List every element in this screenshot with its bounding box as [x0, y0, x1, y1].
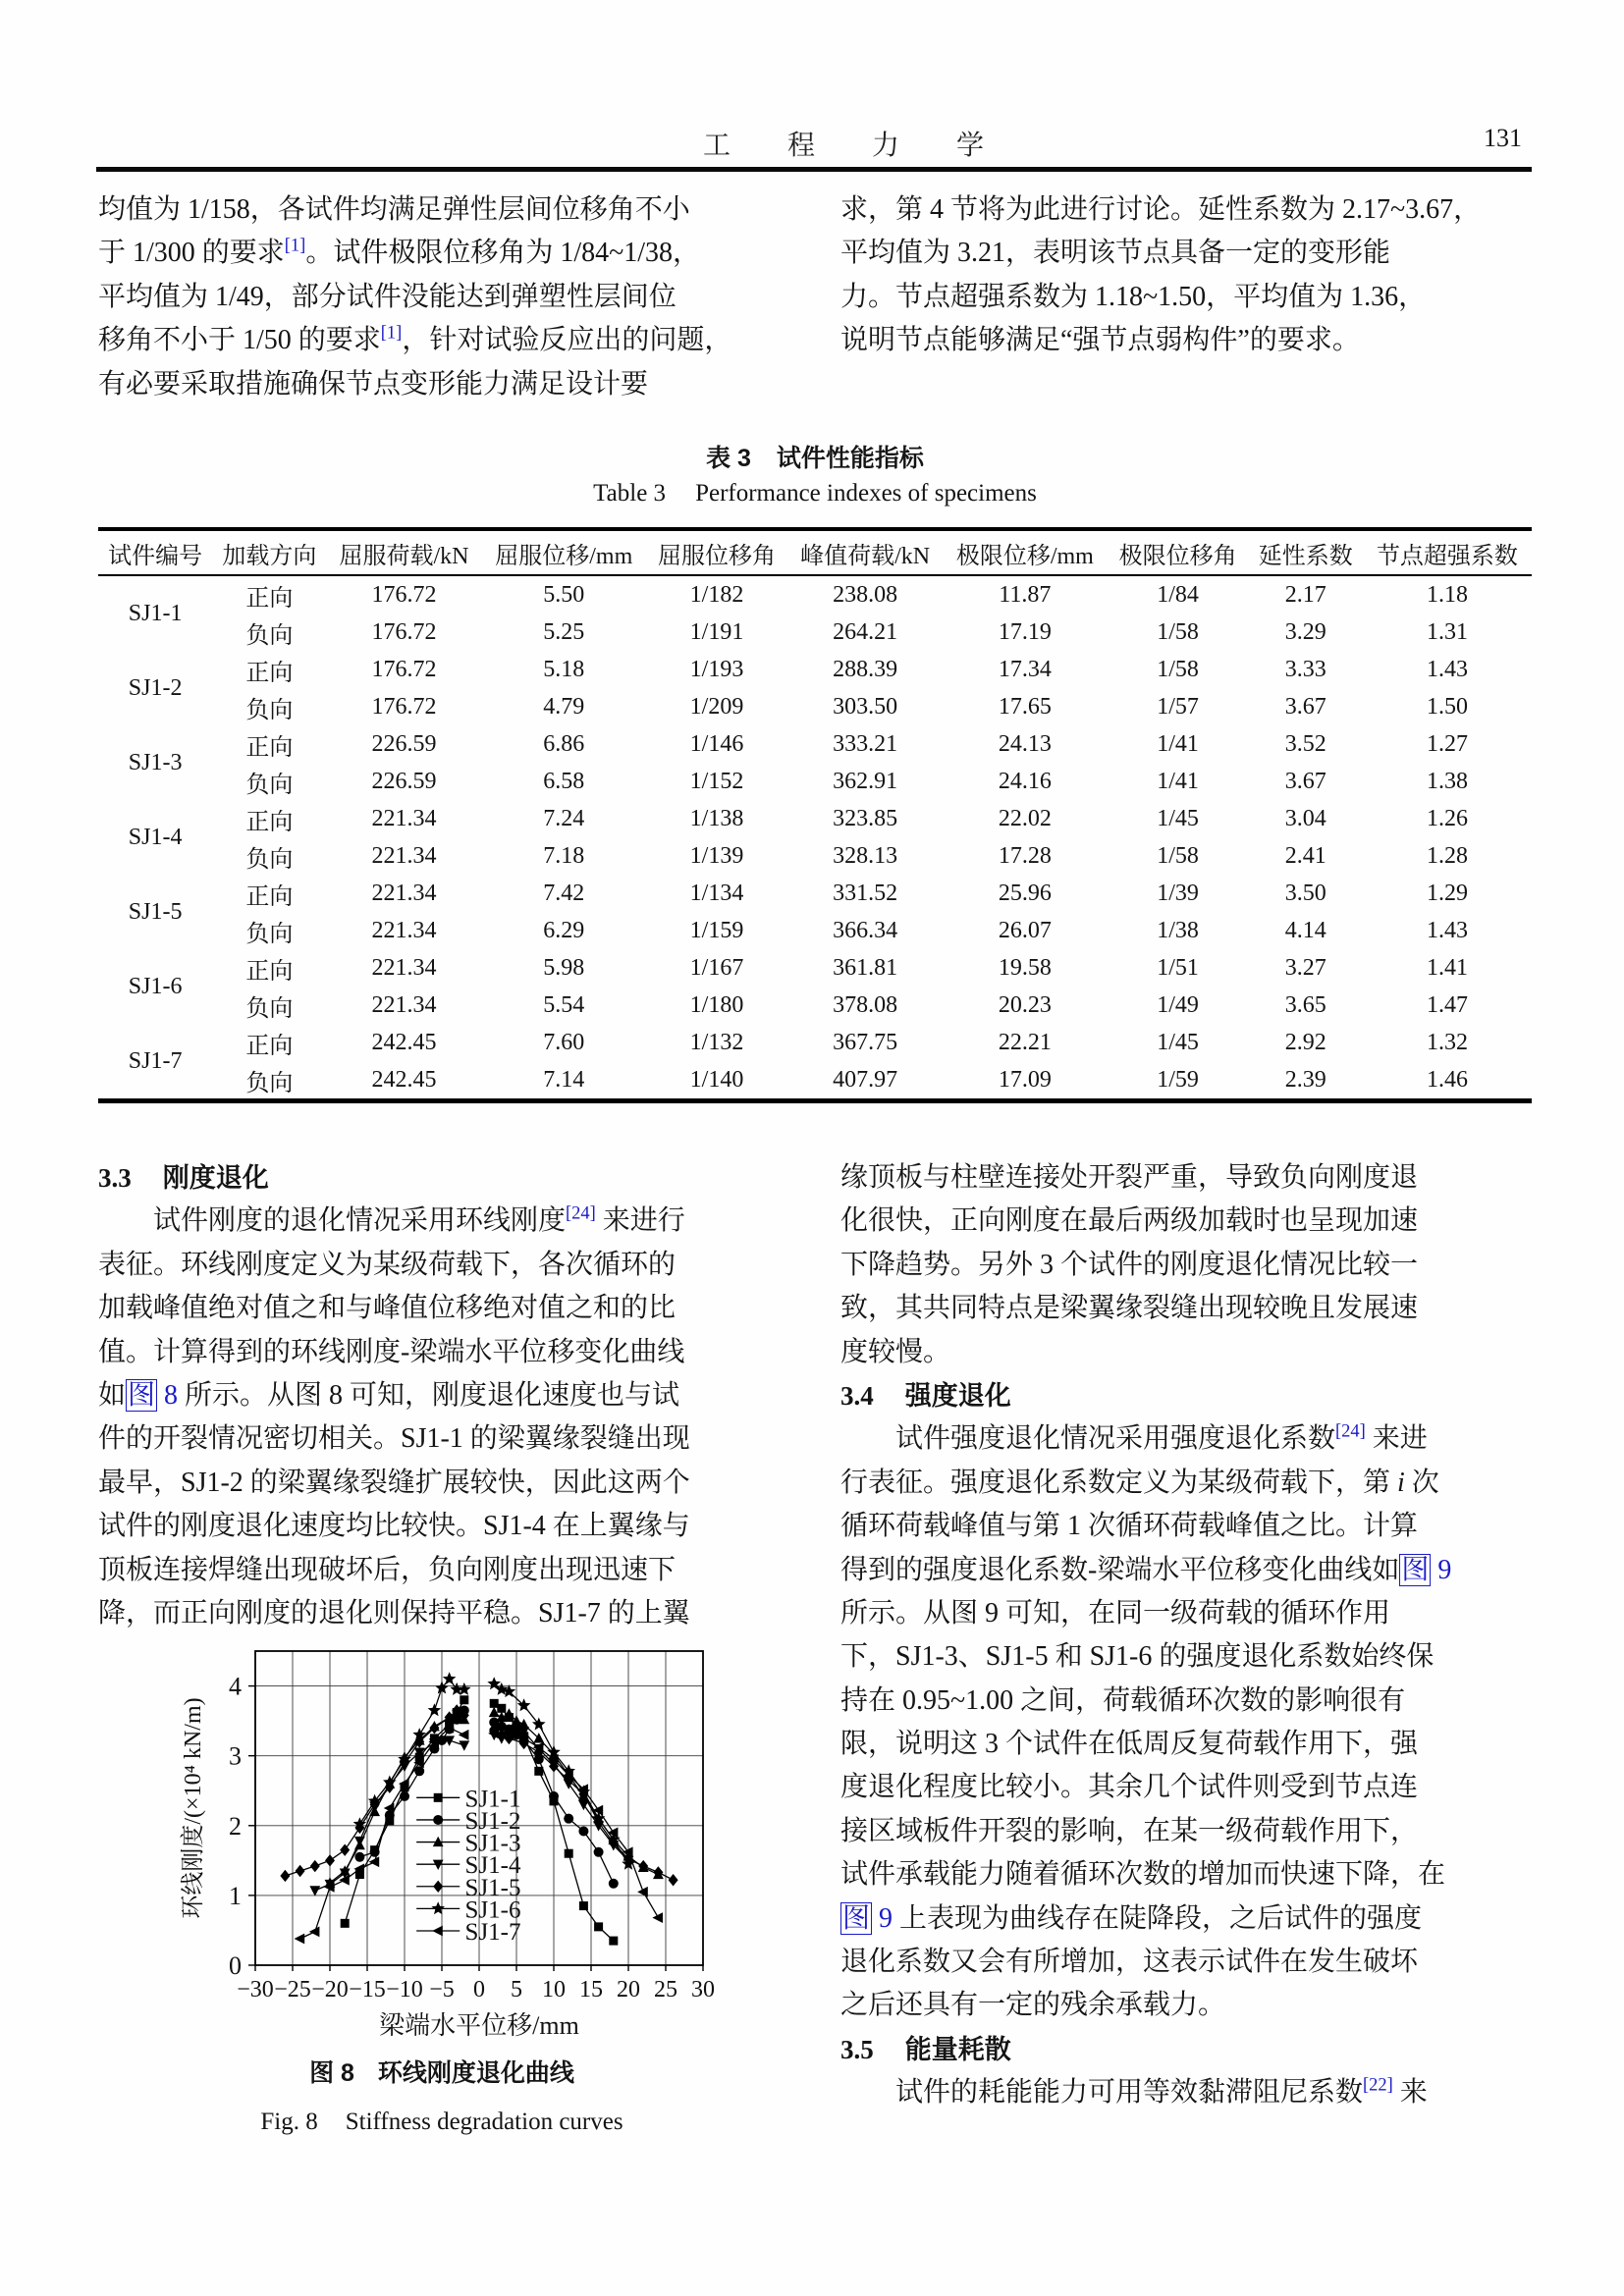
- table-cell: 288.39: [833, 656, 898, 682]
- svg-text:10: 10: [542, 1977, 566, 2002]
- specimen-id-cell: SJ1-4: [128, 824, 183, 850]
- table-cell: 1/138: [689, 805, 744, 831]
- text-line: 退化系数又会有所增加，这表示试件在发生破坏: [840, 1947, 1419, 1978]
- table-cell: 1/38: [1157, 917, 1199, 943]
- column-header: 加载方向: [212, 529, 326, 575]
- table-cell: 1/45: [1157, 805, 1199, 831]
- svg-text:SJ1-3: SJ1-3: [464, 1830, 521, 1857]
- table-cell: 238.08: [833, 581, 898, 608]
- text-line: 循环荷载峰值与第 1 次循环荷载峰值之比。计算: [840, 1511, 1419, 1542]
- direction-cell: 负向: [245, 846, 294, 873]
- table-cell: 226.59: [371, 730, 437, 757]
- table-cell: 221.34: [371, 842, 437, 869]
- table-cell: 3.04: [1284, 805, 1326, 831]
- direction-cell: 正向: [245, 585, 294, 612]
- table-cell: 1/132: [689, 1029, 744, 1055]
- table-cell: 1.47: [1426, 991, 1468, 1018]
- text-line: 件的开裂情况密切相关。SJ1-1 的梁翼缘裂缝出现: [98, 1423, 690, 1455]
- text-line: 有必要采取措施确保节点变形能力满足设计要: [98, 368, 649, 400]
- table-cell: 17.28: [998, 842, 1052, 869]
- table-cell: 5.98: [543, 954, 585, 981]
- figure8-caption-en-label: Fig. 8: [260, 2109, 318, 2135]
- page-number: 131: [1484, 124, 1522, 152]
- text-line: 化很快，正向刚度在最后两级加载时也呈现加速: [840, 1205, 1419, 1237]
- table-cell: 2.17: [1284, 581, 1326, 608]
- table-caption-zh: [98, 439, 1532, 474]
- table-cell: 24.13: [998, 730, 1052, 757]
- table-cell: 1/41: [1157, 768, 1199, 794]
- table-row: [98, 837, 1532, 875]
- table-row: [98, 800, 1532, 837]
- table-cell: 1/58: [1157, 842, 1199, 869]
- figure8-caption-zh-label: 图 8: [309, 2059, 354, 2087]
- text-line: 图 9 上表现为曲线存在陡降段，之后试件的强度: [842, 1902, 1423, 1934]
- text-line: 度较慢。: [840, 1336, 951, 1367]
- citation-ref-link[interactable]: [1]: [284, 236, 306, 256]
- table-cell: 7.42: [543, 880, 585, 906]
- table-row: [98, 949, 1532, 987]
- section-title: 刚度退化: [162, 1163, 269, 1193]
- column-header: 极限位移/mm: [943, 529, 1107, 575]
- table-cell: 1.38: [1426, 768, 1468, 794]
- table-cell: 4.14: [1284, 917, 1326, 943]
- column-header: 屈服荷载/kN: [326, 529, 481, 575]
- direction-cell: 负向: [245, 622, 294, 649]
- table-cell: 6.58: [543, 768, 585, 794]
- performance-table: [98, 527, 1532, 1103]
- section-title: 能量耗散: [904, 2034, 1011, 2064]
- column-header: 极限位移角: [1108, 529, 1249, 575]
- table-cell: 1/134: [689, 880, 744, 906]
- svg-text:SJ1-1: SJ1-1: [464, 1786, 521, 1813]
- table-cell: 1.31: [1426, 618, 1468, 645]
- table-cell: 1.32: [1426, 1029, 1468, 1055]
- figure-ref-link[interactable]: 9: [872, 1902, 893, 1934]
- table-cell: 1.50: [1426, 693, 1468, 720]
- text-line: 于 1/300 的要求[1]。试件极限位移角为 1/84~1/38，: [98, 236, 701, 269]
- direction-cell: 负向: [245, 995, 294, 1022]
- table-cell: 1/41: [1157, 730, 1199, 757]
- table-row: [98, 763, 1532, 800]
- table-row: [98, 912, 1532, 949]
- svg-text:−30: −30: [237, 1977, 274, 2002]
- table-cell: 366.34: [833, 917, 898, 943]
- figure8-caption-zh: [98, 2054, 785, 2089]
- table-cell: 367.75: [833, 1029, 898, 1055]
- table-cell: 221.34: [371, 805, 437, 831]
- column-header: 峰值荷载/kN: [787, 529, 943, 575]
- text-line: 降，而正向刚度的退化则保持平稳。SJ1-7 的上翼: [98, 1597, 690, 1629]
- text-line: 致，其共同特点是梁翼缘裂缝出现较晚且发展速: [840, 1293, 1419, 1324]
- table-cell: 17.19: [998, 618, 1052, 645]
- table-cell: 1.26: [1426, 805, 1468, 831]
- table-cell: 1/139: [689, 842, 744, 869]
- table-cell: 361.81: [833, 954, 898, 981]
- table-cell: 7.14: [543, 1066, 585, 1093]
- text-line: 试件承载能力随着循环次数的增加而快速下降，在: [840, 1859, 1446, 1891]
- table-cell: 1.27: [1426, 730, 1468, 757]
- table-cell: 7.24: [543, 805, 585, 831]
- table-cell: 328.13: [833, 842, 898, 869]
- table-cell: 323.85: [833, 805, 898, 831]
- table-cell: 5.54: [543, 991, 585, 1018]
- table-row: [98, 725, 1532, 763]
- svg-text:SJ1-6: SJ1-6: [464, 1896, 521, 1924]
- svg-text:0: 0: [473, 1977, 485, 2002]
- table-cell: 1/209: [689, 693, 744, 720]
- citation-ref-link[interactable]: [24]: [566, 1203, 596, 1224]
- table-cell: 1/152: [689, 768, 744, 794]
- text-line: 值。计算得到的环线刚度-梁端水平位移变化曲线: [98, 1336, 685, 1367]
- table-cell: 6.86: [543, 730, 585, 757]
- text-line: 最早，SJ1-2 的梁翼缘裂缝扩展较快，因此这两个: [98, 1467, 690, 1498]
- text-line: 力。节点超强系数为 1.18~1.50，平均值为 1.36，: [840, 281, 1427, 312]
- table-cell: 1/58: [1157, 618, 1199, 645]
- section-number: 3.4: [840, 1380, 874, 1411]
- table-cell: 1/51: [1157, 954, 1199, 981]
- svg-text:环线刚度/(×10⁴ kN/m): 环线刚度/(×10⁴ kN/m): [181, 1697, 206, 1919]
- column-header: 节点超强系数: [1363, 529, 1532, 575]
- text-line: 平均值为 3.21，表明该节点具备一定的变形能: [840, 238, 1391, 269]
- column-header: 屈服位移角: [646, 529, 787, 575]
- direction-cell: 正向: [245, 660, 294, 686]
- text-line: 求，第 4 节将为此进行讨论。延性系数为 2.17~3.67，: [840, 194, 1482, 225]
- table-row: [98, 614, 1532, 651]
- table-cell: 3.65: [1284, 991, 1326, 1018]
- table-cell: 1/58: [1157, 656, 1199, 682]
- text-line: 试件刚度的退化情况采用环线刚度[24] 来进行: [98, 1203, 685, 1237]
- table-row: [98, 651, 1532, 688]
- table-cell: 1/182: [689, 581, 744, 608]
- table-cell: 7.60: [543, 1029, 585, 1055]
- table-cell: 1.43: [1426, 656, 1468, 682]
- table-cell: 1/193: [689, 656, 744, 682]
- journal-title: 工程力学: [702, 131, 1041, 161]
- figure-ref-link[interactable]: 9: [1431, 1554, 1452, 1585]
- text-line: 如图 8 所示。从图 8 可知，刚度退化速度也与试: [98, 1379, 680, 1411]
- column-header: 延性系数: [1249, 529, 1363, 575]
- table-cell: 221.34: [371, 991, 437, 1018]
- svg-text:4: 4: [229, 1672, 242, 1701]
- column-header: 屈服位移/mm: [482, 529, 646, 575]
- table-cell: 2.41: [1284, 842, 1326, 869]
- table-row: [98, 1024, 1532, 1061]
- table-cell: 378.08: [833, 991, 898, 1018]
- table-row: [98, 575, 1532, 614]
- svg-text:15: 15: [579, 1977, 603, 2002]
- text-line: 缘顶板与柱壁连接处开裂严重，导致负向刚度退: [840, 1162, 1419, 1193]
- table-cell: 176.72: [371, 581, 437, 608]
- table-cell: 3.52: [1284, 730, 1326, 757]
- table-caption-en-label: Table 3: [593, 480, 667, 507]
- svg-text:2: 2: [229, 1811, 242, 1841]
- table-cell: 333.21: [833, 730, 898, 757]
- table-cell: 17.65: [998, 693, 1052, 720]
- svg-text:20: 20: [617, 1977, 640, 2002]
- text-line: 持在 0.95~1.00 之间，荷载循环次数的影响很有: [840, 1684, 1406, 1716]
- text-line: 移角不小于 1/50 的要求[1]，针对试验反应出的问题，: [98, 322, 732, 356]
- stiffness-degradation-chart: [165, 1641, 715, 2046]
- table-cell: 22.21: [998, 1029, 1052, 1055]
- table-cell: 25.96: [998, 880, 1052, 906]
- table-cell: 1/167: [689, 954, 744, 981]
- table-row: [98, 875, 1532, 912]
- citation-ref-link[interactable]: [22]: [1363, 2074, 1393, 2095]
- intro-paragraph-right-column: [840, 188, 1540, 363]
- text-line: 平均值为 1/49，部分试件没能达到弹塑性层间位: [98, 281, 677, 312]
- specimen-id-cell: SJ1-7: [128, 1047, 183, 1074]
- section-number: 3.5: [840, 2034, 874, 2064]
- text-line: 说明节点能够满足“强节点弱构件”的要求。: [840, 325, 1360, 356]
- table-cell: 1.43: [1426, 917, 1468, 943]
- citation-ref-link[interactable]: [1]: [380, 322, 403, 343]
- table-row: [98, 688, 1532, 725]
- svg-text:3: 3: [229, 1741, 242, 1771]
- text-line: 限，说明这 3 个试件在低周反复荷载作用下，强: [840, 1729, 1419, 1760]
- table-cell: 11.87: [999, 581, 1052, 608]
- table-cell: 5.50: [543, 581, 585, 608]
- table-cell: 221.34: [371, 917, 437, 943]
- svg-text:30: 30: [691, 1977, 715, 2002]
- table-cell: 24.16: [998, 768, 1052, 794]
- text-line: 试件的耗能能力可用等效黏滞阻尼系数[22] 来: [840, 2074, 1428, 2109]
- svg-text:−20: −20: [311, 1977, 349, 2002]
- section-title: 强度退化: [904, 1380, 1011, 1411]
- text-line: 得到的强度退化系数-梁端水平位移变化曲线如图 9: [840, 1554, 1452, 1585]
- table-cell: 1/59: [1157, 1066, 1199, 1093]
- direction-cell: 负向: [245, 1070, 294, 1096]
- specimen-id-cell: SJ1-5: [128, 898, 183, 925]
- table-cell: 1/84: [1157, 581, 1199, 608]
- text-line: 度退化程度比较小。其余几个试件则受到节点连: [840, 1772, 1419, 1803]
- figure-ref-link[interactable]: 图: [1401, 1554, 1430, 1585]
- table-cell: 1/140: [689, 1066, 744, 1093]
- table-cell: 303.50: [833, 693, 898, 720]
- table-cell: 17.09: [998, 1066, 1052, 1093]
- direction-cell: 正向: [245, 958, 294, 985]
- figure-ref-link[interactable]: 8: [157, 1379, 179, 1411]
- svg-text:0: 0: [229, 1951, 242, 1980]
- direction-cell: 负向: [245, 921, 294, 947]
- direction-cell: 正向: [245, 883, 294, 910]
- figure-ref-link[interactable]: 图: [128, 1379, 156, 1411]
- table-cell: 20.23: [998, 991, 1052, 1018]
- table-cell: 1/49: [1157, 991, 1199, 1018]
- text-line: 顶板连接焊缝出现破坏后，负向刚度出现迅速下: [98, 1554, 677, 1585]
- table-caption-en: [98, 480, 1532, 507]
- table-cell: 221.34: [371, 954, 437, 981]
- direction-cell: 负向: [245, 697, 294, 723]
- table-cell: 226.59: [371, 768, 437, 794]
- table-cell: 1/57: [1157, 693, 1199, 720]
- direction-cell: 正向: [245, 734, 294, 761]
- direction-cell: 负向: [245, 772, 294, 798]
- svg-text:−15: −15: [349, 1977, 386, 2002]
- table-cell: 3.67: [1284, 768, 1326, 794]
- table-cell: 22.02: [998, 805, 1052, 831]
- table-cell: 5.18: [543, 656, 585, 682]
- table-cell: 17.34: [998, 656, 1052, 682]
- text-line: 试件的刚度退化速度均比较快。SJ1-4 在上翼缘与: [98, 1511, 690, 1542]
- table-cell: 264.21: [833, 618, 898, 645]
- specimen-id-cell: SJ1-2: [128, 674, 183, 701]
- table-cell: 3.29: [1284, 618, 1326, 645]
- table-cell: 176.72: [371, 656, 437, 682]
- table-cell: 331.52: [833, 880, 898, 906]
- figure8-caption-zh-title: 环线刚度退化曲线: [377, 2059, 574, 2087]
- specimen-id-cell: SJ1-3: [128, 749, 183, 775]
- text-line: 下，SJ1-3、SJ1-5 和 SJ1-6 的强度退化系数始终保: [840, 1641, 1435, 1673]
- performance-table-head: [98, 529, 1532, 575]
- table-cell: 1.29: [1426, 880, 1468, 906]
- table-cell: 3.50: [1284, 880, 1326, 906]
- right-column-sections-block: [840, 1156, 1540, 2115]
- table-cell: 221.34: [371, 880, 437, 906]
- table-cell: 2.39: [1284, 1066, 1326, 1093]
- svg-text:1: 1: [229, 1881, 242, 1910]
- figure-ref-link[interactable]: 图: [842, 1902, 871, 1934]
- table-cell: 1.46: [1426, 1066, 1468, 1093]
- table-cell: 242.45: [371, 1066, 437, 1093]
- table-cell: 242.45: [371, 1029, 437, 1055]
- text-line: 所示。从图 9 可知，在同一级荷载的循环作用: [840, 1597, 1391, 1629]
- table-caption-zh-title: 试件性能指标: [776, 445, 924, 472]
- svg-text:−5: −5: [429, 1977, 455, 2002]
- direction-cell: 正向: [245, 1033, 294, 1059]
- table-cell: 4.79: [543, 693, 585, 720]
- table-cell: 3.33: [1284, 656, 1326, 682]
- table-cell: 2.92: [1284, 1029, 1326, 1055]
- table-cell: 19.58: [998, 954, 1052, 981]
- chart-legend: [416, 1786, 521, 1946]
- section-number: 3.3: [98, 1163, 132, 1193]
- text-line: 加载峰值绝对值之和与峰值位移绝对值之和的比: [98, 1293, 677, 1324]
- header-rule: [96, 167, 1532, 172]
- table-cell: 176.72: [371, 693, 437, 720]
- section-heading: [840, 2028, 1540, 2071]
- table-cell: 3.67: [1284, 693, 1326, 720]
- table-cell: 1/39: [1157, 880, 1199, 906]
- text-line: 接区域板件开裂的影响，在某一级荷载作用下，: [840, 1815, 1419, 1846]
- header-row: [98, 529, 1532, 575]
- svg-text:25: 25: [654, 1977, 677, 2002]
- svg-text:−10: −10: [386, 1977, 423, 2002]
- text-line: 下降趋势。另外 3 个试件的刚度退化情况比较一: [840, 1249, 1419, 1280]
- table-caption-zh-label: 表 3: [706, 445, 751, 472]
- table-cell: 1/180: [689, 991, 744, 1018]
- svg-text:SJ1-4: SJ1-4: [464, 1852, 521, 1880]
- svg-text:5: 5: [511, 1977, 522, 2002]
- specimen-id-cell: SJ1-6: [128, 973, 183, 999]
- section-heading: [840, 1374, 1540, 1417]
- table-cell: 362.91: [833, 768, 898, 794]
- text-line: 试件强度退化情况采用强度退化系数[24] 来进: [840, 1421, 1428, 1455]
- svg-text:−25: −25: [274, 1977, 311, 2002]
- section-3-3-block: [98, 1156, 797, 1635]
- table-cell: 1.28: [1426, 842, 1468, 869]
- table-cell: 1.18: [1426, 581, 1468, 608]
- intro-paragraph-left-column: [98, 188, 795, 406]
- table-cell: 176.72: [371, 618, 437, 645]
- performance-table-body: [98, 575, 1532, 1101]
- svg-text:SJ1-2: SJ1-2: [464, 1807, 521, 1835]
- table-cell: 1.41: [1426, 954, 1468, 981]
- text-line: 均值为 1/158，各试件均满足弹性层间位移角不小: [98, 194, 690, 225]
- table-cell: 1/159: [689, 917, 744, 943]
- styled-text: i: [1397, 1467, 1405, 1498]
- text-line: 之后还具有一定的残余承载力。: [840, 1990, 1226, 2021]
- table-caption-en-title: Performance indexes of specimens: [695, 480, 1037, 507]
- performance-table-wrap: [98, 527, 1532, 1103]
- text-line: 表征。环线刚度定义为某级荷载下，各次循环的: [98, 1249, 677, 1280]
- table-cell: 1/146: [689, 730, 744, 757]
- figure8-caption-en: [98, 2109, 785, 2136]
- text-line: 行表征。强度退化系数定义为某级荷载下，第 i 次: [840, 1467, 1439, 1498]
- figure8-caption-en-title: Stiffness degradation curves: [345, 2109, 623, 2135]
- table-cell: 3.27: [1284, 954, 1326, 981]
- direction-cell: 正向: [245, 809, 294, 835]
- table-row: [98, 1061, 1532, 1101]
- svg-text:SJ1-5: SJ1-5: [464, 1874, 521, 1901]
- citation-ref-link[interactable]: [24]: [1335, 1421, 1366, 1442]
- specimen-id-cell: SJ1-1: [128, 600, 183, 626]
- table-cell: 5.25: [543, 618, 585, 645]
- column-header: 试件编号: [98, 529, 212, 575]
- svg-text:SJ1-7: SJ1-7: [464, 1919, 521, 1947]
- table-cell: 6.29: [543, 917, 585, 943]
- table-row: [98, 987, 1532, 1024]
- table-cell: 7.18: [543, 842, 585, 869]
- table-cell: 1/45: [1157, 1029, 1199, 1055]
- table-cell: 407.97: [833, 1066, 898, 1093]
- section-heading: [98, 1156, 797, 1200]
- table-cell: 26.07: [998, 917, 1052, 943]
- svg-text:梁端水平位移/mm: 梁端水平位移/mm: [379, 2011, 579, 2040]
- table-cell: 1/191: [689, 618, 744, 645]
